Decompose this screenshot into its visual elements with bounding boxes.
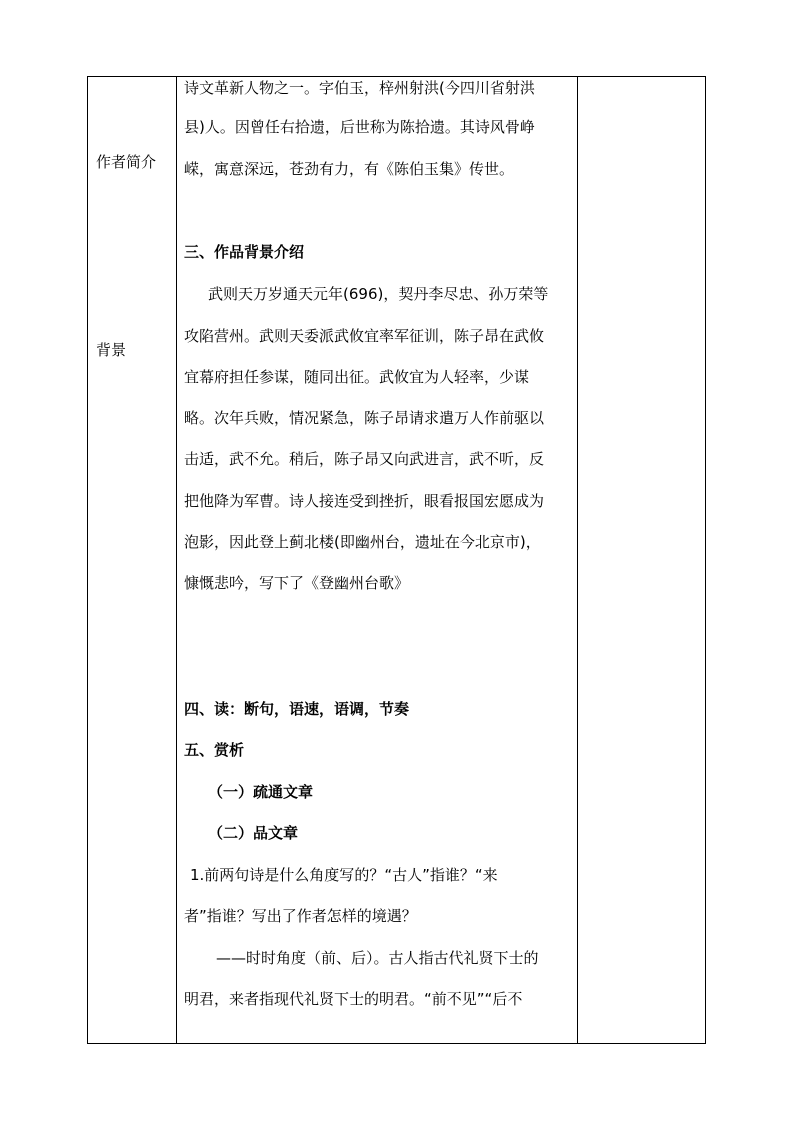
background-line: 击适，武不允。稍后，陈子昂又向武进言，武不听，反 [184,450,545,468]
row-label-background: 背景 [96,341,127,359]
author-line: 县)人。因曾任右拾遗，后世称为陈拾遗。其诗风骨峥 [184,118,535,136]
answer-line: 明君，来者指现代礼贤下士的明君。“前不见”“后不 [184,990,523,1008]
section-heading-appreciation: 五、赏析 [184,741,245,759]
answer-line: ——时时角度（前、后）。古人指古代礼贤下士的 [216,949,539,967]
question-line: 者”指谁？写出了作者怎样的境遇？ [184,907,417,925]
background-line: 把他降为军曹。诗人接连受到挫折，眼看报国宏愿成为 [184,492,545,510]
background-line: 攻陷营州。武则天委派武攸宜率军征训，陈子昂在武攸 [184,327,545,345]
background-line: 慷慨悲吟，写下了《登幽州台歌》 [184,574,410,592]
section-heading-reading: 四、读：断句，语速，语调，节奏 [184,700,410,718]
author-line: 嵘，寓意深远，苍劲有力，有《陈伯玉集》传世。 [184,160,515,178]
background-line: 泡影，因此登上蓟北楼(即幽州台，遗址在今北京市)， [184,533,541,551]
question-line: 1.前两句诗是什么角度写的？“古人”指谁？“来 [190,866,498,884]
background-line: 武则天万岁通天元年(696)，契丹李尽忠、孙万荣等 [208,285,549,303]
column-divider-left [176,76,177,1044]
author-line: 诗文革新人物之一。字伯玉，梓州射洪(今四川省射洪 [184,79,535,97]
row-label-author: 作者简介 [96,153,157,171]
section-heading-background: 三、作品背景介绍 [184,243,305,261]
background-line: 略。次年兵败，情况紧急，陈子昂请求遣万人作前驱以 [184,409,545,427]
column-divider-right [577,76,578,1044]
subheading-understand: （一）疏通文章 [208,783,314,801]
subheading-appreciate: （二）品文章 [208,824,299,842]
lesson-table [87,76,706,1044]
background-line: 宜幕府担任参谋，随同出征。武攸宜为人轻率，少谋 [184,368,530,386]
